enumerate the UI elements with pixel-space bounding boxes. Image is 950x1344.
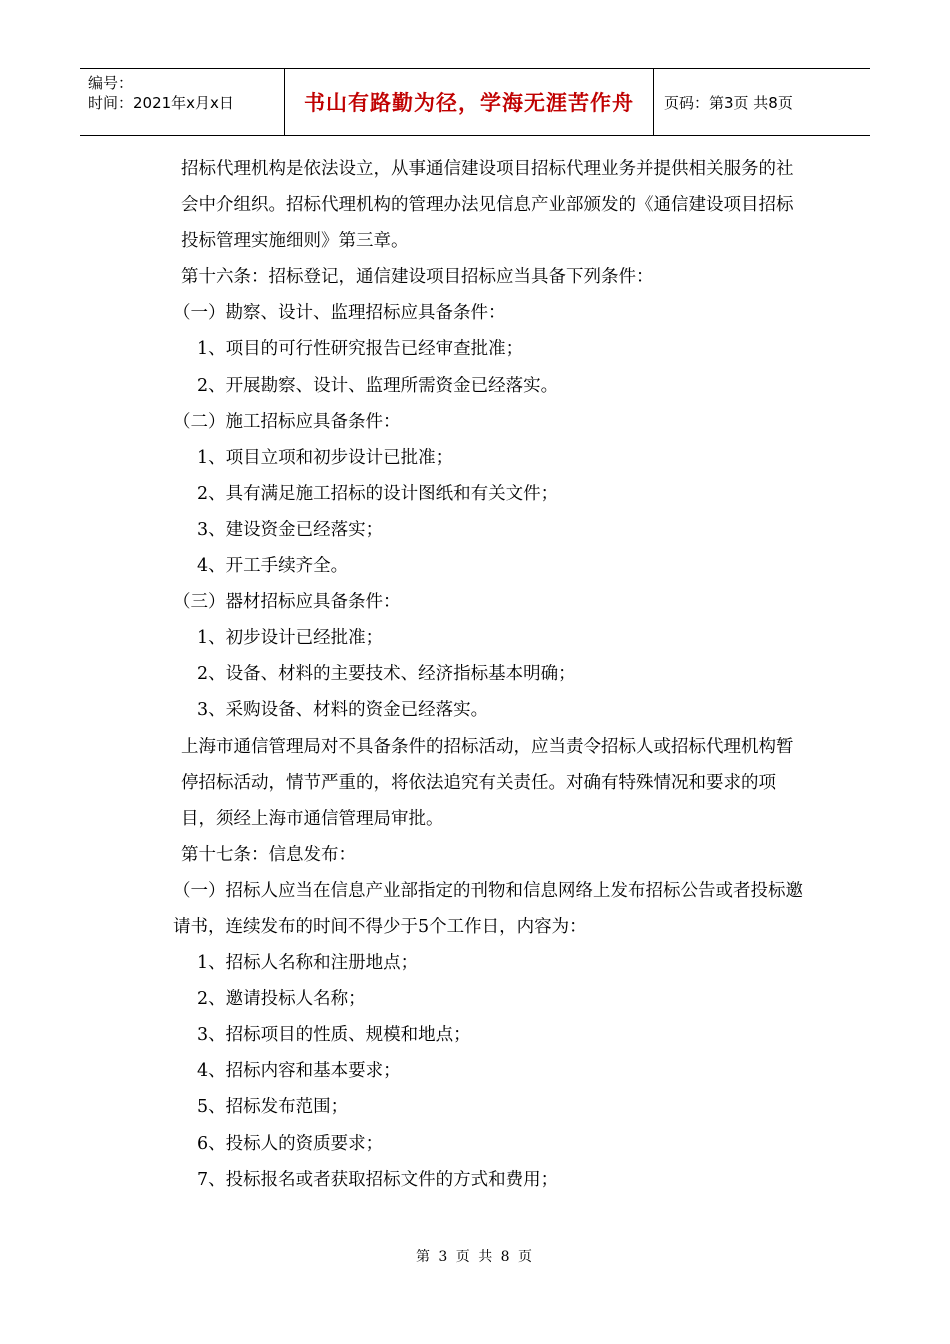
header-meta (80, 69, 284, 135)
document-number-label: 编号： (88, 74, 134, 92)
list-item: 1、招标人名称和注册地点； (197, 953, 419, 974)
paragraph-supervision: 上海市通信管理局对不具备条件的招标活动，应当责令招标人或招标代理机构暂停招标活动，情节严重的，将依法追究有关责任。对确有特殊情况和要求的项目，须经上海市通信管理局审批。 (181, 736, 794, 829)
header-page-number: 页码：第3页 共8页 (664, 93, 793, 112)
list-item: 3、招标项目的性质、规模和地点； (197, 1025, 471, 1046)
section-equipment: （三）器材招标应具备条件： (173, 592, 401, 613)
list-item: 4、开工手续齐全。 (197, 556, 349, 577)
list-item: 2、具有满足施工招标的设计图纸和有关文件； (197, 483, 559, 504)
section-survey-design: （一）勘察、设计、监理招标应具备条件： (173, 303, 506, 324)
list-item: 2、设备、材料的主要技术、经济指标基本明确； (197, 664, 576, 685)
list-item: 4、招标内容和基本要求； (197, 1061, 401, 1082)
document-body (145, 151, 810, 1198)
section-construction: （二）施工招标应具备条件： (173, 411, 401, 432)
list-item: 5、招标发布范围； (197, 1097, 349, 1118)
list-item: 1、项目立项和初步设计已批准； (197, 447, 454, 468)
page-header (80, 68, 870, 136)
page-footer: 第 3 页 共 8 页 (415, 1249, 535, 1265)
list-item: 2、开展勘察、设计、监理所需资金已经落实。 (197, 375, 559, 396)
list-item: 3、采购设备、材料的资金已经落实。 (197, 700, 489, 721)
list-item: 1、项目的可行性研究报告已经审查批准； (197, 339, 524, 360)
list-item: 7、投标报名或者获取招标文件的方式和费用； (197, 1169, 559, 1190)
list-item: 1、初步设计已经批准； (197, 628, 384, 649)
header-motto: 书山有路勤为径，学海无涯苦作舟 (284, 69, 654, 135)
paragraph-agency-definition: 招标代理机构是依法设立，从事通信建设项目招标代理业务并提供相关服务的社会中介组织。招标代理机构的管理办法见信息产业部颁发的《通信建设项目招标投标管理实施细则》第三章。 (181, 159, 794, 252)
article-16-heading: 第十六条：招标登记，通信建设项目招标应当具备下列条件： (181, 267, 654, 288)
list-item: 6、投标人的资质要求； (197, 1133, 384, 1154)
document-time-label: 时间：2021年x月x日 (88, 94, 234, 112)
section-publication: （一）招标人应当在信息产业部指定的刊物和信息网络上发布招标公告或者投标邀请书，连续发布的时间不得少于5个工作日，内容为： (173, 880, 803, 937)
list-item: 3、建设资金已经落实； (197, 519, 384, 540)
article-17-heading: 第十七条：信息发布： (181, 844, 356, 865)
list-item: 2、邀请投标人名称； (197, 989, 366, 1010)
